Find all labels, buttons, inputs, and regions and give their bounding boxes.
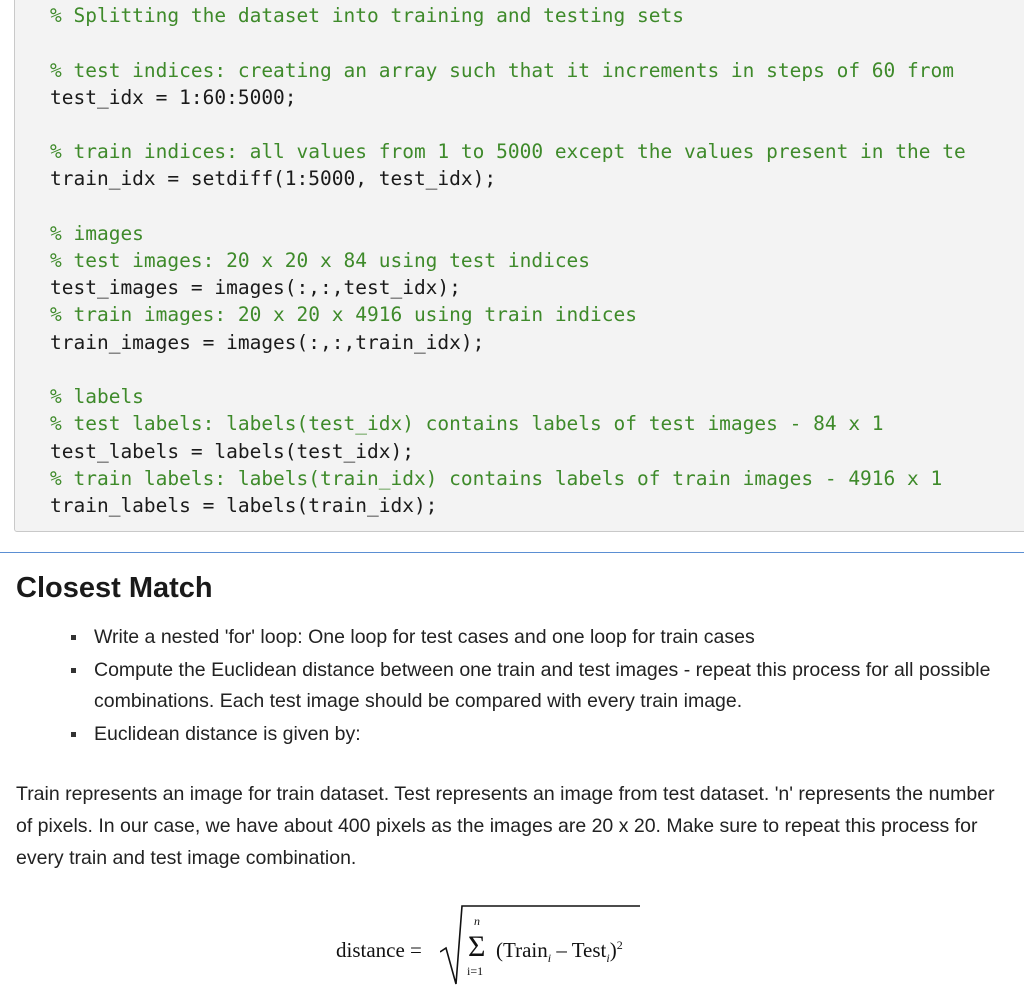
- list-item: [64, 719, 994, 751]
- code-line: % Splitting the dataset into training and testing sets: [50, 4, 684, 27]
- square-bullet-icon: [71, 668, 76, 673]
- code-line: train_idx = setdiff(1:5000, test_idx);: [50, 167, 497, 190]
- code-line: test_idx = 1:60:5000;: [50, 86, 297, 109]
- formula-lhs: distance =: [336, 938, 422, 962]
- code-line: % train images: 20 x 20 x 4916 using train indices: [50, 303, 637, 326]
- code-line: % test labels: labels(test_idx) contains labels of test images - 84 x 1: [50, 412, 884, 435]
- euclidean-distance-formula: [336, 904, 656, 994]
- code-line: test_images = images(:,:,test_idx);: [50, 276, 461, 299]
- term-index: i: [606, 951, 610, 966]
- term-mid: – Test: [551, 938, 607, 962]
- bullet-list: [64, 622, 994, 751]
- code-line: % images: [50, 222, 144, 245]
- sum-lower-limit: i=1: [467, 964, 484, 978]
- code-block: [14, 0, 1024, 532]
- square-bullet-icon: [71, 732, 76, 737]
- code-line: % train indices: all values from 1 to 5000 except the values present in the te: [50, 140, 966, 163]
- section-divider: [0, 552, 1024, 553]
- list-item: [64, 622, 994, 654]
- term-open: (Train: [496, 938, 548, 962]
- list-item-text: Euclidean distance is given by:: [94, 722, 361, 745]
- term-index: i: [547, 951, 552, 966]
- code-line: train_images = images(:,:,train_idx);: [50, 331, 485, 354]
- code-line: test_labels = labels(test_idx);: [50, 440, 414, 463]
- section-heading: Closest Match: [16, 572, 213, 604]
- code-line: % train labels: labels(train_idx) contains labels of train images - 4916 x 1: [50, 467, 943, 490]
- formula-term: [496, 938, 623, 966]
- term-close: ): [609, 938, 617, 962]
- sum-upper-limit: n: [474, 914, 480, 928]
- summation-icon: Σ: [468, 930, 486, 963]
- list-item-text: Write a nested 'for' loop: One loop for test cases and one loop for train cases: [94, 626, 755, 648]
- term-exponent: 2: [616, 938, 623, 952]
- code-line: % test images: 20 x 20 x 84 using test indices: [50, 249, 591, 272]
- square-bullet-icon: [71, 635, 76, 640]
- list-item-text: Compute the Euclidean distance between one train and test images - repeat this process for all possible combinations. Each test image should be compared with every train image.: [94, 658, 991, 712]
- code-line: train_labels = labels(train_idx);: [50, 494, 438, 517]
- code-line: % test indices: creating an array such that it increments in steps of 60 from: [50, 59, 954, 82]
- code-line: % labels: [50, 385, 144, 408]
- explanation-paragraph: Train represents an image for train dataset. Test represents an image from test dataset. 'n' represents the number of pixels. In our case, we have about 400 pixels as the images are 20 x 20. Make sure to repeat this process for every train and test image combination.: [16, 783, 995, 869]
- list-item: [64, 655, 994, 718]
